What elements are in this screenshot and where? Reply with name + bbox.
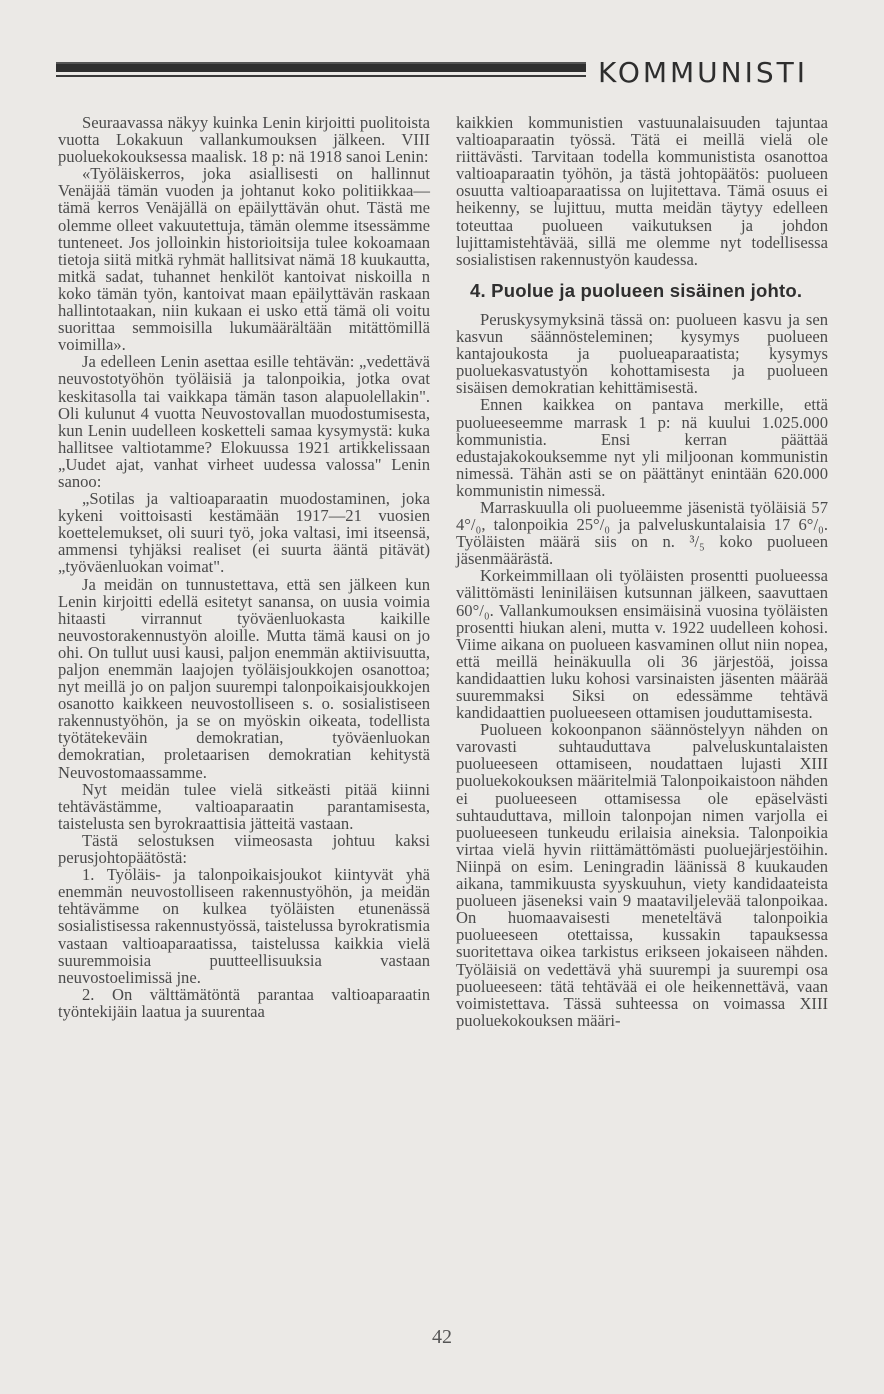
paragraph: Ja meidän on tunnustettava, että sen jälkeen kun Lenin kirjoitti edellä esitetyt sanansa, on uusia voimia hitaasti virrannut työväenluokasta kaikille neuvostorakennustyön aloille. Mutta tämä kausi on jo ohi. On tullut uusi kausi, paljon enemmän aktiivisuutta, paljon enemmän laajojen työläisjoukkojen osanottoa; nyt meillä jo on paljon suurempi talonpoikaisjoukkojen osanotto kaikkeen neuvostolliseen s. o. sosialistiseen rakennustyöhön, ja se on myöskin oikeata, todellista työtätekeväin demokratian, työväenluokan demokratian, proletaarisen demokratian kehitystä Neuvostomaassamme. xyxy=(58,574,430,782)
left-column xyxy=(58,114,430,1020)
numbered-paragraph: 2. On välttämätöntä parantaa valtioaparaatin työntekijäin laatua ja suurentaa xyxy=(58,984,430,1021)
paragraph: Ennen kaikkea on pantava merkille, että puolueeseemme marrask 1 p: nä kuului 1.025.000 kommunistia. Ensi kerran päättää edustajakokouksemme nyt yli miljoonan kommunistin nimessä. Tähän asti se on päättänyt enintään 620.000 kommunistin nimessä. xyxy=(456,395,828,500)
header-rule xyxy=(56,62,586,72)
right-column xyxy=(456,114,828,1029)
quote-paragraph: „Sotilas ja valtioaparaatin muodostaminen, joka kykeni voittoisasti kestämään 1917—21 vuosien koettelemukset, oli suuri työ, joka valtasi, imi itseensä, ammensi tyhjäksi realiset (ei suurta ääntä pitävät) „työväenluokan voimat". xyxy=(58,489,430,577)
paragraph: Nyt meidän tulee vielä sitkeästi pitää kiinni tehtävästämme, valtioaparaatin parantamisesta, taistelusta sen byrokraattisia jätteitä vastaan. xyxy=(58,779,430,833)
paragraph: Puolueen kokoonpanon säännöstelyyn nähden on varovasti suhtauduttava palveluskuntalaisten puolueeseen ottamiseen, noudattaen lujasti XIII puoluekokouksen määritelmiä Talonpoikaistoon nähden ei puolueeseen ottamisessa ole epäselvästi suhtauduttava, milloin talonpojan nimen varjolla ei puolueeseen tunkeudu erilaisia aineksia. Talonpoikia virtaa vielä hyvin riittämättömästi puoluejärjestöihin. Niinpä on esim. Leningradin läänissä 8 kuukauden aikana, tammikuusta syyskuuhun, viety kandidaateista puolueen jäseneksi vain 9 maataviljelevää talonpoikaa. On huomaavaisesti meneteltävä talonpoikia puolueeseen otettaissa, kussakin tapauksessa suoritettava oikea tarkistus erikseen jokaiseen nähden. Työläisiä on vedettävä yhä suurempi ja suurempi osa puolueeseen: tätä tehtävää ei ole heikennettävä, vaan voimistettava. Tässä suhteessa on voimassa XIII puoluekokouksen määri- xyxy=(456,720,828,1030)
journal-title: KOMMUNISTI xyxy=(598,56,809,89)
paragraph: Tästä selostuksen viimeosasta johtuu kaksi perusjohtopäätöstä: xyxy=(58,830,430,868)
paragraph: Korkeimmillaan oli työläisten prosentti puolueessa välittömästi leniniläisen kutsunnan jälkeen, saavuttaen 60°/₀. Vallankumouksen ensimäisinä vuosina työläisten prosentti hiukan aleni, mutta v. 1922 uudelleen kohosi. Viime aikana on puolueen kasvaminen ollut niin nopea, että meillä heinäkuulla oli 36 järjestöä, joissa kandidaattien luku kohosi varsinaisten jäsenten määrää suuremmaksi Siksi on edessämme tehtävä kandidaattien puolueeseen ottamisen jouduttamisesta. xyxy=(456,566,828,723)
paragraph: Peruskysymyksinä tässä on: puolueen kasvu ja sen kasvun säännösteleminen; kysymys puolueen kantajoukosta ja puolueaparaatista; kysymys puoluekasvatustyön kohottamisesta ja puolueen sisäisen demokratian kehittämisestä. xyxy=(456,309,828,398)
quote-paragraph: «Työläiskerros, joka asiallisesti on hallinnut Venäjää tämän vuoden ja johtanut koko politiikkaa—tämä kerros Venäjällä on epäilyttävän ohut. Tästä me olemme olleet vakuutettuja, tämän olemme itsessämme tunteneet. Jos jolloinkin historioitsija tulee kokoamaan tietoja siitä mitkä ryhmät hallitsivat nämä 18 kuukautta, mitkä sadat, tuhannet henkilöt kantoivat niskoilla n koko tämän työn, kantoivat maan epäilyttävän raskaan hallintotaakan, niin kukaan ei usko että tämä oli voitu suorittaa semmoisilla lukumäärältään mitättömillä voimilla». xyxy=(58,164,430,355)
paragraph: kaikkien kommunistien vastuunalaisuuden tajuntaa valtioaparaatin työssä. Tätä ei meillä vielä ole riittävästi. Tarvitaan todella kommunistista osanottoa valtioaparaatin työhön, ja tästä johtopäätös: puolueen osuutta valtioaparaatissa on lujitettava. Tämä osuus ei heikenny, se lujittuu, mutta meidän täytyy edelleen toteuttaa puolueen vaikutuksen ja johdon lujittamistehtävää, sillä me olemme nyt todellisessa sosialistisen rakennustyön kaudessa. xyxy=(456,113,828,269)
section-heading: 4. Puolue ja puolueen sisäinen johto. xyxy=(470,279,803,301)
numbered-paragraph: 1. Työläis- ja talonpoikaisjoukot kiintyvät yhä enemmän neuvostolliseen rakennustyöhön, ja meidän tehtävämme on kulkea työläisten etunenässä sosialistisessa rakennustyössä, taistelussa byrokratismia vastaan valtioaparaatissa, taistelussa kaikkia vielä suuremmoisia puutteellisuuksia vastaan neuvostoelimissä jne. xyxy=(58,865,430,987)
paragraph: Seuraavassa näkyy kuinka Lenin kirjoitti puolitoista vuotta Lokakuun vallankumouksen jälkeen. VIII puoluekokouksessa maalisk. 18 p: nä 1918 sanoi Lenin: xyxy=(58,113,430,167)
paragraph: Marraskuulla oli puolueemme jäsenistä työläisiä 57 4°/₀, talonpoikia 25°/₀ ja palveluskuntalaisia 17 6°/₀. Työläisten määrä siis on n. ³/₅ koko puolueen jäsenmäärästä. xyxy=(456,497,828,569)
page-number: 42 xyxy=(432,1326,452,1348)
paragraph: Ja edelleen Lenin asettaa esille tehtävän: „vedettävä neuvostotyöhön työläisiä ja talonpoikia, jotka ovat keskitasolla tai vaikkapa tämän tason alapuolellakin". Oli kulunut 4 vuotta Neuvostovallan muodostumisesta, kun Lenin uudelleen kosketteli samaa kysymystä: kuka hallitsee valtiotamme? Elokuussa 1921 artikkelissaan „Uudet ajat, vanhat virheet uudessa valossa" Lenin sanoo: xyxy=(58,352,430,491)
